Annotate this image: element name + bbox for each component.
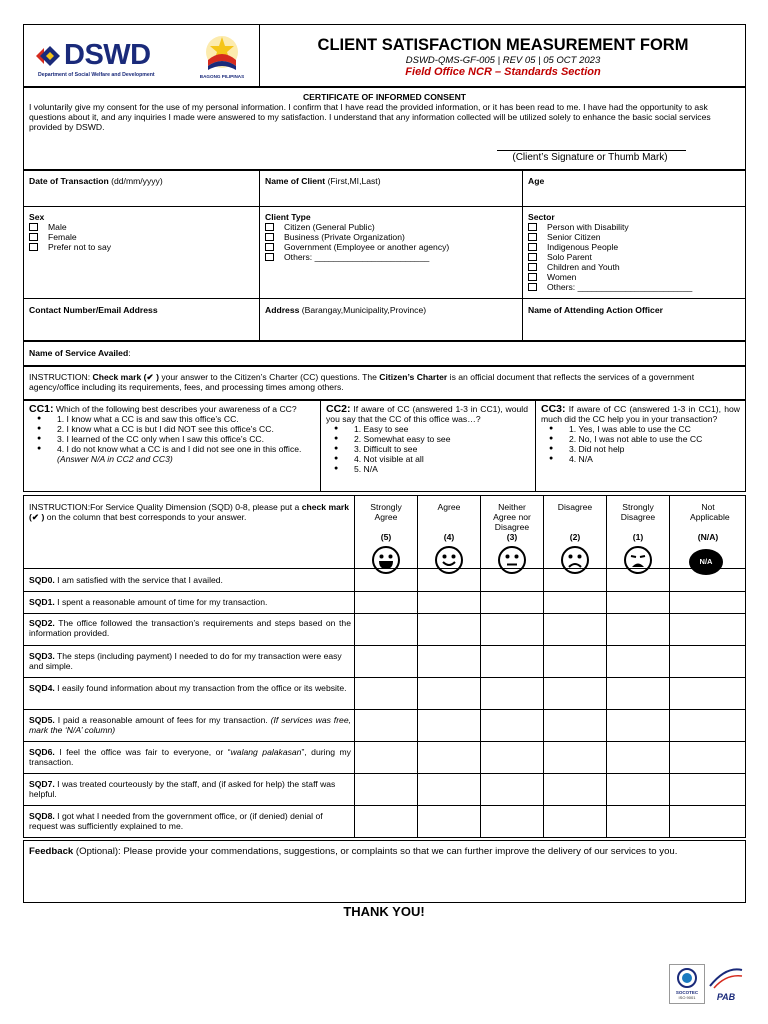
sex-option[interactable]: Female (29, 232, 111, 242)
scale-disagree: Disagree (2) (557, 502, 593, 542)
na-badge-icon: N/A (689, 549, 723, 575)
sqd-instruction-text: INSTRUCTION:For Service Quality Dimension (SQD) 0-8, please put a check mark (✔ ) on the column that best corresponds to your answer. (29, 502, 350, 522)
sqd5-statement: SQD5. I paid a reasonable amount of fees for my transaction. (If services was free, mark the ‘N/A’ column) (29, 715, 351, 735)
grid-line (23, 741, 746, 742)
grid-line (535, 400, 536, 492)
dswd-logo (36, 40, 181, 80)
checkbox[interactable] (265, 233, 274, 241)
client-type-option[interactable]: Citizen (General Public) (265, 222, 449, 232)
action-officer-field[interactable]: Name of Attending Action Officer (528, 305, 663, 315)
doc-code: DSWD-QMS-GF-005 | REV 05 | 05 OCT 2023 (405, 55, 601, 66)
client-type-option[interactable]: Others: ________________________ (265, 252, 449, 262)
grid-line (23, 709, 746, 710)
feedback-text: Feedback (Optional): Please provide your commendations, suggestions, or complaints so that we can further improve the delivery of our services to you. (29, 846, 678, 857)
socotec-cert-logo: SOCOTEC ISO 9001 (669, 964, 705, 1004)
sqd8-statement: SQD8. I got what I needed from the government office, or (if denied) denial of request was sufficiently explained to me. (29, 811, 323, 831)
seal-caption: BAGONG PILIPINAS (199, 74, 245, 79)
grid-line (480, 495, 481, 838)
date-of-transaction-field[interactable] (29, 176, 163, 186)
checkbox[interactable] (265, 223, 274, 231)
grid-line (543, 495, 544, 838)
pab-cert-logo: PAB (708, 966, 744, 1002)
dswd-logo-mark-icon (36, 42, 64, 70)
age-field[interactable]: Age (528, 176, 545, 186)
scale-strongly-disagree: Strongly Disagree (1) (620, 502, 656, 542)
client-type-group (265, 212, 449, 262)
dswd-logo-subtitle: Department of Social Welfare and Development (38, 72, 155, 78)
grid-line (23, 773, 746, 774)
form-title: CLIENT SATISFACTION MEASUREMENT FORM (317, 36, 689, 54)
grid-line (23, 805, 746, 806)
sad-face-icon (560, 545, 590, 575)
address-label: Address (265, 305, 300, 315)
checkbox[interactable] (528, 223, 537, 231)
sex-option[interactable]: Male (29, 222, 111, 232)
checkbox[interactable] (528, 283, 537, 291)
grid-line (320, 400, 321, 492)
client-type-option[interactable]: Business (Private Organization) (265, 232, 449, 242)
signature-caption: (Client’s Signature or Thumb Mark) (512, 152, 668, 163)
cc3-option[interactable]: ● 3. Did not help (541, 444, 740, 454)
consent-text: I voluntarily give my consent for the use of my personal information. I confirm that I have read the provided information, or it has been read to me. I have had the opportunity to ask questions about it, and any inquiries I made were answered to my satisfaction. I understand that any information collected will be utilized solely to enhance the basic social services provided by DSWD. (29, 102, 711, 132)
grid-line (417, 495, 418, 838)
cc1-options (29, 414, 314, 464)
date-hint: (dd/mm/yyyy) (111, 176, 163, 186)
cc2-question: CC2: If aware of CC (answered 1-3 in CC1), would you say that the CC of this office was…? ● 1. Easy to see ● 2. Somewhat easy to see ● 3. Difficult to see ● 4. Not visible at all ● 5. N/A (326, 404, 528, 474)
cc2-option[interactable]: ● 5. N/A (326, 464, 528, 474)
client-name-label: Name of Client (265, 176, 326, 186)
cc1-option[interactable]: ● 4. I do not know what a CC is and I did not see one in this office. (Answer N/A in CC2 and CC3) (29, 444, 314, 464)
cc1-question: CC1: Which of the following best describes your awareness of a CC? ● 1. I know what a CC is and saw this office’s CC. ● 2. I know what a CC is but I did NOT see this office’s CC. ● 3. I learned of the CC only when I saw this office’s CC. ● 4. I do not know what a CC is and I did not see one in this office. (Answer N/A in CC2 and CC3) (29, 404, 314, 464)
grid-line (354, 495, 355, 838)
grid-line (669, 495, 670, 838)
cc3-question: CC3: If aware of CC (answered 1-3 in CC1), how much did the CC help you in your transaction? ● 1. Yes, I was able to use the CC ● 2. No, I was not able to use the CC ● 3. Did not help ● 4. N/A (541, 404, 740, 464)
very-sad-face-icon (623, 545, 653, 575)
scale-neutral: Neither Agree nor Disagree (3) (493, 502, 531, 542)
sector-option[interactable]: Women (528, 272, 692, 282)
sqd7-statement: SQD7. I was treated courteously by the staff, and (if asked for help) the staff was helpful. (29, 779, 336, 799)
sqd2-statement: SQD2. The office followed the transaction’s requirements and steps based on the information provided. (29, 618, 351, 638)
sector-option[interactable]: Others: ________________________ (528, 282, 692, 292)
service-availed-label: Name of Service Availed: (29, 348, 131, 358)
grid-line (23, 645, 746, 646)
cc2-option[interactable]: ● 1. Easy to see (326, 424, 528, 434)
pab-icon (708, 966, 744, 990)
sector-option[interactable]: Senior Citizen (528, 232, 692, 242)
checkbox[interactable] (265, 243, 274, 251)
sex-option[interactable]: Prefer not to say (29, 242, 111, 252)
sector-option[interactable]: Children and Youth (528, 262, 692, 272)
cc3-options (541, 424, 740, 464)
sector-option[interactable]: Indigenous People (528, 242, 692, 252)
date-label: Date of Transaction (29, 176, 109, 186)
sector-option[interactable]: Solo Parent (528, 252, 692, 262)
checkbox[interactable] (528, 233, 537, 241)
cc3-option[interactable]: ● 2. No, I was not able to use the CC (541, 434, 740, 444)
socotec-icon (675, 968, 699, 988)
scale-not-applicable: Not Applicable (N/A) (690, 502, 730, 542)
grid-line (23, 568, 746, 569)
address-hint: (Barangay,Municipality,Province) (301, 305, 427, 315)
cc1-option[interactable]: ● 2. I know what a CC is but I did NOT see this office’s CC. (29, 424, 314, 434)
checkbox[interactable] (29, 243, 38, 251)
cc3-option[interactable]: ● 1. Yes, I was able to use the CC (541, 424, 740, 434)
checkbox[interactable] (528, 253, 537, 261)
happy-face-icon (434, 545, 464, 575)
grid-line (23, 613, 746, 614)
address-field[interactable] (265, 305, 426, 315)
grid-line (23, 591, 746, 592)
cc1-option[interactable]: ● 1. I know what a CC is and saw this office’s CC. (29, 414, 314, 424)
sector-label: Sector (528, 212, 555, 222)
very-happy-face-icon (371, 545, 401, 575)
checkbox[interactable] (528, 243, 537, 251)
grid-line (606, 495, 607, 838)
sqd6-statement: SQD6. I feel the office was fair to everyone, or “walang palakasan”, during my transaction. (29, 747, 351, 767)
service-availed-field[interactable] (23, 341, 746, 366)
checkbox[interactable] (528, 273, 537, 281)
sector-option[interactable]: Person with Disability (528, 222, 692, 232)
sex-group (29, 212, 111, 252)
bagong-pilipinas-seal-icon (202, 34, 242, 72)
cc2-options (326, 424, 528, 474)
consent-title: CERTIFICATE OF INFORMED CONSENT (302, 92, 467, 102)
cc2-option[interactable]: ● 2. Somewhat easy to see (326, 434, 528, 444)
cc2-option[interactable]: ● 4. Not visible at all (326, 454, 528, 464)
checkbox[interactable] (528, 263, 537, 271)
cc-instruction-text: INSTRUCTION: Check mark (✔ ) your answer to the Citizen’s Charter (CC) questions. The Citizen’s Charter is an official document that reflects the services of a government agency/office including its requirements, fees, and processing times among others. (29, 372, 695, 392)
checkbox[interactable] (29, 233, 38, 241)
bagong-pilipinas-seal (194, 34, 250, 82)
cc2-option[interactable]: ● 3. Difficult to see (326, 444, 528, 454)
dswd-logo-text: DSWD (64, 39, 151, 71)
neutral-face-icon (497, 545, 527, 575)
grid-line (23, 298, 746, 299)
scale-agree: Agree (4) (437, 502, 461, 542)
sqd1-statement: SQD1. I spent a reasonable amount of time for my transaction. (29, 597, 268, 607)
client-name-hint: (First,MI,Last) (327, 176, 381, 186)
client-type-label: Client Type (265, 212, 311, 222)
grid-line (23, 206, 746, 207)
sqd0-statement: SQD0. I am satisfied with the service that I availed. (29, 575, 223, 585)
contact-field[interactable]: Contact Number/Email Address (29, 305, 158, 315)
signature-line[interactable] (497, 150, 686, 151)
sqd3-statement: SQD3. The steps (including payment) I needed to do for my transaction were easy and simple. (29, 651, 342, 671)
grid-line (259, 170, 260, 341)
client-name-field[interactable] (265, 176, 381, 186)
scale-strongly-agree: Strongly Agree (5) (370, 502, 402, 542)
sqd4-statement: SQD4. I easily found information about my transaction from the office or its website. (29, 683, 347, 693)
client-type-option[interactable]: Government (Employee or another agency) (265, 242, 449, 252)
grid-line (23, 677, 746, 678)
cc3-option[interactable]: ● 4. N/A (541, 454, 740, 464)
thank-you-text: THANK YOU! (343, 904, 425, 919)
sector-group (528, 212, 692, 292)
cc1-option[interactable]: ● 3. I learned of the CC only when I saw this office’s CC. (29, 434, 314, 444)
checkbox[interactable] (29, 223, 38, 231)
office-name: Field Office NCR – Standards Section (405, 66, 601, 78)
checkbox[interactable] (265, 253, 274, 261)
grid-line (522, 170, 523, 341)
sex-label: Sex (29, 212, 45, 222)
